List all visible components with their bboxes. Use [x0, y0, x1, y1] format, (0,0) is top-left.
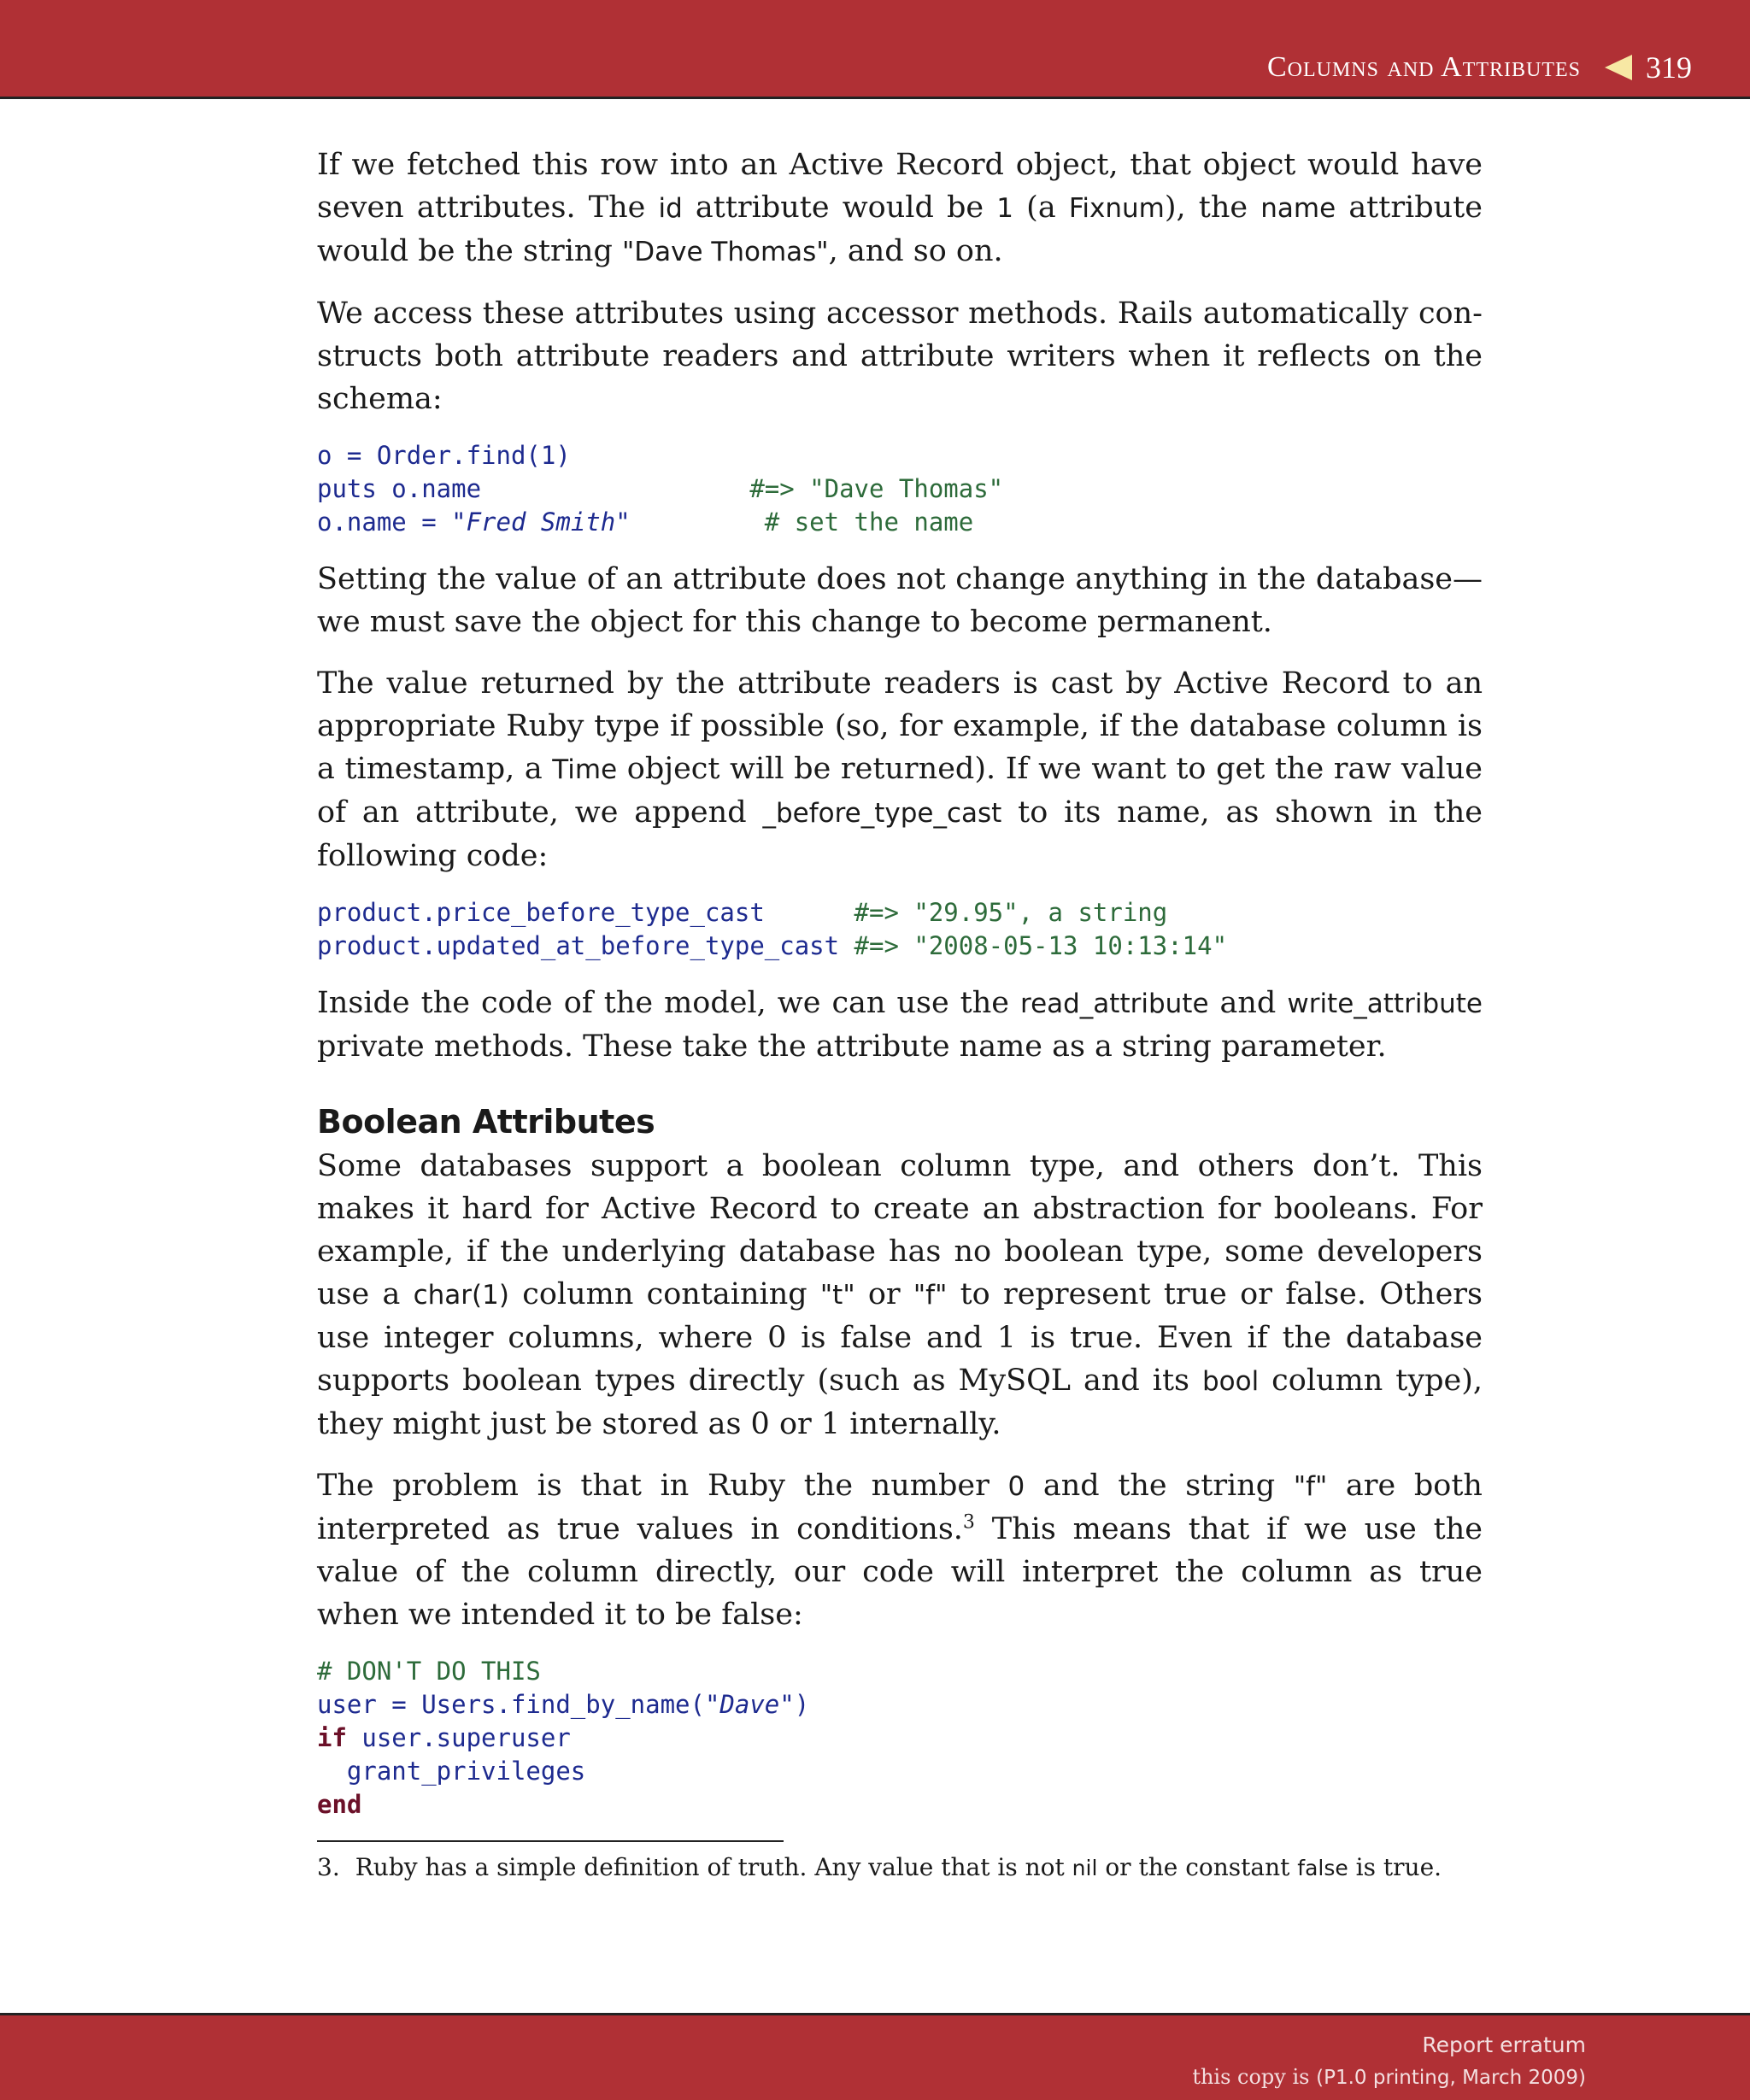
paragraph-2: We access these attributes using accessor methods. Rails automatically constructs both attribute readers and attribute writers when it reflects on the schema: — [317, 296, 1483, 416]
main-text-column — [317, 144, 1483, 1884]
inline-code: write_attribute — [1287, 988, 1483, 1019]
footnote-number: 3. — [317, 1853, 340, 1881]
inline-code: bool — [1201, 1366, 1260, 1397]
footnote-marker[interactable]: 3 — [962, 1511, 975, 1534]
running-title: Columns and Attributes — [1266, 51, 1581, 83]
inline-code: "f" — [913, 1280, 948, 1311]
code-block-boolean: # DON'T DO THIS user = Users.find_by_name("Dave") if user.superuser grant_privileges end — [317, 1657, 810, 1819]
paragraph-3: Setting the value of an attribute does not change anything in the database—we must save the object for this change to become permanent. — [317, 562, 1483, 639]
inline-code: _before_type_cast — [762, 798, 1002, 829]
inline-code: read_attribute — [1020, 988, 1209, 1019]
code-block-type-cast: product.price_before_type_cast #=> "29.95", a string product.updated_at_before_type_cast #=> "2008-05-13 10:13:14" — [317, 898, 1228, 960]
paragraph-7: The problem is that in Ruby the number 0 and the string "f" are both interpreted as true values in conditions.$^3$ This means that if we use the value of the column directly, our code will interpret the column as true when we intended it to be false: — [317, 1469, 1483, 1632]
footnote-divider — [317, 1840, 784, 1842]
page-number: 319 — [1646, 50, 1692, 85]
footnote: 3. Ruby has a simple definition of truth. Any value that is not nil or the constant false is true. — [317, 1853, 1442, 1881]
inline-code: id — [658, 193, 683, 224]
inline-code: "t" — [819, 1280, 855, 1311]
report-erratum-link[interactable]: Report erratum — [1422, 2033, 1586, 2057]
inline-code: 0 — [1007, 1471, 1025, 1502]
paragraph-5: Inside the code of the model, we can use the read_attribute and write_attribute private methods. These take the attribute name as a string parameter. — [317, 986, 1483, 1064]
inline-code: "f" — [1293, 1471, 1328, 1502]
page-header — [0, 0, 1750, 99]
inline-code: nil — [1072, 1856, 1098, 1880]
paragraph-6: Some databases support a boolean column type, and others don’t. This makes it hard for Active Record to create an abstraction for booleans. For example, if the underlying database has no boolean type, some developers use a char(1) column containing "t" or "f" to represent true or false. Others use integer columns, where 0 is false and 1 is true. Even if the database supports boolean types directly (such as MySQL and its bool column type), they might just be stored as 0 or 1 internally. — [317, 1149, 1483, 1441]
inline-code: name — [1260, 193, 1336, 224]
copy-info: this copy is (P1.0 printing, March 2009) — [1192, 2065, 1586, 2089]
page-footer — [0, 2013, 1750, 2100]
section-heading: Boolean Attributes — [317, 1103, 655, 1141]
inline-code: 1 — [996, 193, 1014, 224]
paragraph-1: If we fetched this row into an Active Record object, that object would have seven attributes. The id attribute would be 1 (a Fixnum), the name attribute would be the string "Dave Thomas", and so on. — [317, 148, 1483, 268]
code-block-accessors: o = Order.find(1) puts o.name #=> "Dave Thomas" o.name = "Fred Smith" # set the name — [317, 441, 1004, 537]
inline-code: false — [1297, 1856, 1348, 1880]
inline-code: "Dave Thomas" — [622, 237, 829, 267]
paragraph-4: The value returned by the attribute readers is cast by Active Record to an appropriate Ruby type if possible (so, for example, if the database column is a timestamp, a Time object will be returned). If we want to get the raw value of an attribute, we append _before_type_cast to its name, as shown in the following code: — [317, 666, 1483, 873]
inline-code: char(1) — [413, 1280, 509, 1311]
header-nav — [1267, 50, 1692, 85]
inline-code: Fixnum — [1068, 193, 1165, 224]
back-arrow-icon[interactable] — [1605, 55, 1632, 80]
inline-code: Time — [552, 754, 618, 785]
